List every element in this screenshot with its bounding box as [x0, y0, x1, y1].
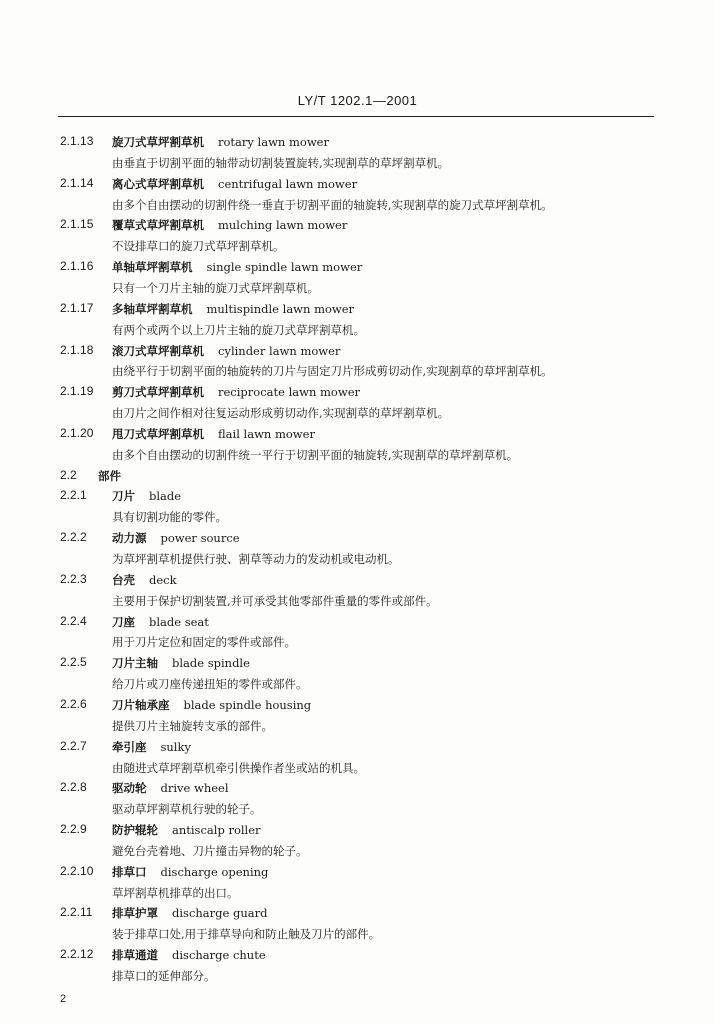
term-chinese: 动力源 [112, 531, 147, 546]
definition-row [0, 509, 715, 529]
definition-row [0, 926, 715, 946]
term-row [0, 176, 715, 196]
definition-row [0, 968, 715, 988]
term-number: 2.1.15 [60, 217, 94, 232]
term-definition: 装于排草口处,用于排草导向和防止触及刀片的部件。 [112, 927, 381, 942]
term-number: 2.2.3 [60, 571, 87, 586]
term-definition: 由刀片之间作相对往复运动形成剪切动作,实现割草的草坪割草机。 [112, 406, 450, 421]
term-number: 2.2.4 [60, 613, 87, 628]
term-chinese: 台壳 [112, 572, 135, 587]
definition-row [0, 801, 715, 821]
term-definition: 具有切割功能的零件。 [112, 510, 227, 525]
term-definition: 只有一个刀片主轴的旋刀式草坪割草机。 [112, 280, 319, 295]
term-row [0, 259, 715, 279]
term-name [112, 864, 268, 880]
term-english: blade spindle housing [183, 697, 312, 712]
definition-row [0, 593, 715, 613]
term-name [112, 655, 250, 671]
definition-row [0, 363, 715, 383]
term-definition: 由多个自由摆动的切割件绕一垂直于切割平面的轴旋转,实现割草的旋刀式草坪割草机。 [112, 197, 553, 212]
term-chinese: 刀片 [112, 489, 135, 504]
term-name [112, 614, 209, 630]
term-definition: 为草坪割草机提供行驶、割草等动力的发动机或电动机。 [112, 552, 400, 566]
section-title: 部件 [98, 468, 121, 483]
term-name [112, 343, 340, 359]
term-chinese: 排草口 [112, 864, 147, 879]
term-english: deck [149, 572, 177, 587]
term-chinese: 排草护罩 [112, 906, 158, 921]
term-english: blade spindle [172, 656, 250, 671]
term-number: 2.1.19 [60, 384, 94, 399]
term-number: 2.1.13 [60, 134, 94, 148]
term-chinese: 离心式草坪割草机 [112, 176, 204, 191]
definition-row [0, 843, 715, 863]
term-chinese: 防护辊轮 [112, 823, 158, 838]
term-row [0, 822, 715, 842]
term-name [112, 259, 362, 275]
term-name [112, 905, 267, 921]
term-number: 2.2.9 [60, 822, 87, 837]
term-english: reciprocate lawn mower [218, 385, 360, 400]
term-row [0, 780, 715, 800]
term-chinese: 刀片轴承座 [112, 697, 170, 712]
term-definition: 主要用于保护切割装置,并可承受其他零部件重量的零件或部件。 [112, 593, 438, 608]
term-number: 2.2.8 [60, 780, 87, 795]
definition-row [0, 760, 715, 780]
term-name [112, 530, 240, 546]
term-name [112, 301, 354, 317]
term-chinese: 多轴草坪割草机 [112, 301, 193, 316]
term-number: 2.1.20 [60, 425, 94, 440]
term-definition: 由多个自由摆动的切割件统一平行于切割平面的轴旋转,实现割草的草坪割草机。 [112, 447, 519, 462]
term-row [0, 426, 715, 446]
definition-row [0, 280, 715, 300]
definition-row [0, 197, 715, 217]
term-english: cylinder lawn mower [218, 343, 341, 358]
definition-row [0, 155, 715, 175]
term-name [112, 822, 261, 838]
term-english: discharge guard [172, 906, 268, 921]
definition-row [0, 447, 715, 467]
header-rule [58, 116, 654, 117]
term-row [0, 739, 715, 759]
term-chinese: 驱动轮 [112, 781, 147, 796]
term-row [0, 384, 715, 404]
term-chinese: 刀座 [112, 614, 135, 629]
term-number: 2.2.5 [60, 655, 87, 670]
term-name [112, 488, 181, 504]
term-english: blade seat [149, 614, 209, 629]
term-row [0, 134, 715, 154]
section-heading [0, 468, 715, 488]
term-name [112, 134, 329, 150]
definition-row [0, 322, 715, 342]
definition-row [0, 634, 715, 654]
term-english: power source [160, 531, 240, 546]
term-chinese: 旋刀式草坪割草机 [112, 135, 204, 149]
term-row [0, 572, 715, 592]
term-number: 2.2.11 [60, 905, 93, 920]
term-name [112, 176, 357, 192]
term-chinese: 甩刀式草坪割草机 [112, 426, 204, 441]
term-row [0, 697, 715, 717]
term-row [0, 655, 715, 675]
term-chinese: 剪刀式草坪割草机 [112, 385, 204, 400]
term-name [112, 572, 177, 588]
term-row [0, 864, 715, 884]
term-definition: 驱动草坪割草机行驶的轮子。 [112, 802, 262, 817]
term-name [112, 217, 347, 233]
term-english: antiscalp roller [172, 823, 261, 838]
term-english: single spindle lawn mower [206, 260, 363, 275]
section-number: 2.2 [60, 467, 77, 482]
term-name [112, 426, 315, 442]
page-number: 2 [60, 993, 67, 1005]
term-row [0, 488, 715, 508]
term-english: discharge chute [172, 948, 266, 963]
term-row [0, 614, 715, 634]
term-number: 2.1.17 [60, 300, 94, 315]
term-name [112, 739, 191, 755]
term-english: multispindle lawn mower [206, 301, 355, 316]
term-chinese: 覆草式草坪割草机 [112, 218, 204, 233]
term-row [0, 343, 715, 363]
term-english: flail lawn mower [218, 426, 315, 441]
term-definition: 由垂直于切割平面的轴带动切割装置旋转,实现割草的草坪割草机。 [112, 155, 450, 170]
term-row [0, 217, 715, 237]
term-name [112, 384, 360, 400]
term-english: drive wheel [160, 781, 229, 796]
term-english: mulching lawn mower [218, 218, 348, 233]
term-english: sulky [160, 739, 191, 754]
term-definition: 提供刀片主轴旋转支承的部件。 [112, 718, 273, 733]
term-definition: 不设排草口的旋刀式草坪割草机。 [112, 239, 285, 254]
definition-row [0, 551, 715, 571]
term-row [0, 530, 715, 550]
definition-row [0, 718, 715, 738]
term-number: 2.2.6 [60, 696, 87, 711]
term-number: 2.2.2 [60, 530, 87, 545]
term-number: 2.2.1 [60, 488, 87, 503]
term-number: 2.1.14 [60, 175, 94, 190]
term-number: 2.2.10 [60, 863, 94, 878]
term-number: 2.1.18 [60, 342, 94, 357]
term-chinese: 刀片主轴 [112, 656, 158, 671]
term-number: 2.2.12 [60, 947, 94, 962]
term-chinese: 单轴草坪割草机 [112, 260, 193, 275]
definition-row [0, 676, 715, 696]
definition-row [0, 405, 715, 425]
term-name [112, 947, 266, 963]
term-row [0, 905, 715, 925]
term-definition: 给刀片或刀座传递扭矩的零件或部件。 [112, 677, 308, 692]
term-chinese: 排草通道 [112, 948, 158, 963]
term-english: centrifugal lawn mower [218, 176, 358, 191]
term-row [0, 947, 715, 967]
term-chinese: 滚刀式草坪割草机 [112, 343, 204, 358]
definition-row [0, 238, 715, 258]
term-name [112, 697, 311, 713]
term-chinese: 牵引座 [112, 739, 147, 754]
term-row [0, 301, 715, 321]
term-definition: 排草口的延伸部分。 [112, 969, 216, 983]
term-name [112, 780, 229, 796]
term-english: blade [149, 489, 182, 504]
term-definition: 由随进式草坪割草机牵引供操作者坐或站的机具。 [112, 760, 365, 775]
term-definition: 用于刀片定位和固定的零件或部件。 [112, 635, 296, 650]
term-english: rotary lawn mower [218, 135, 329, 149]
term-definition: 草坪割草机排草的出口。 [112, 885, 239, 900]
term-number: 2.2.7 [60, 738, 87, 753]
term-definition: 有两个或两个以上刀片主轴的旋刀式草坪割草机。 [112, 322, 365, 337]
term-definition: 由绕平行于切割平面的轴旋转的刀片与固定刀片形成剪切动作,实现割草的草坪割草机。 [112, 364, 553, 379]
definition-row [0, 885, 715, 905]
term-number: 2.1.16 [60, 259, 94, 274]
term-english: discharge opening [160, 864, 269, 879]
standard-code-header: LY/T 1202.1—2001 [297, 93, 418, 108]
term-definition: 避免台壳着地、刀片撞击异物的轮子。 [112, 843, 308, 858]
